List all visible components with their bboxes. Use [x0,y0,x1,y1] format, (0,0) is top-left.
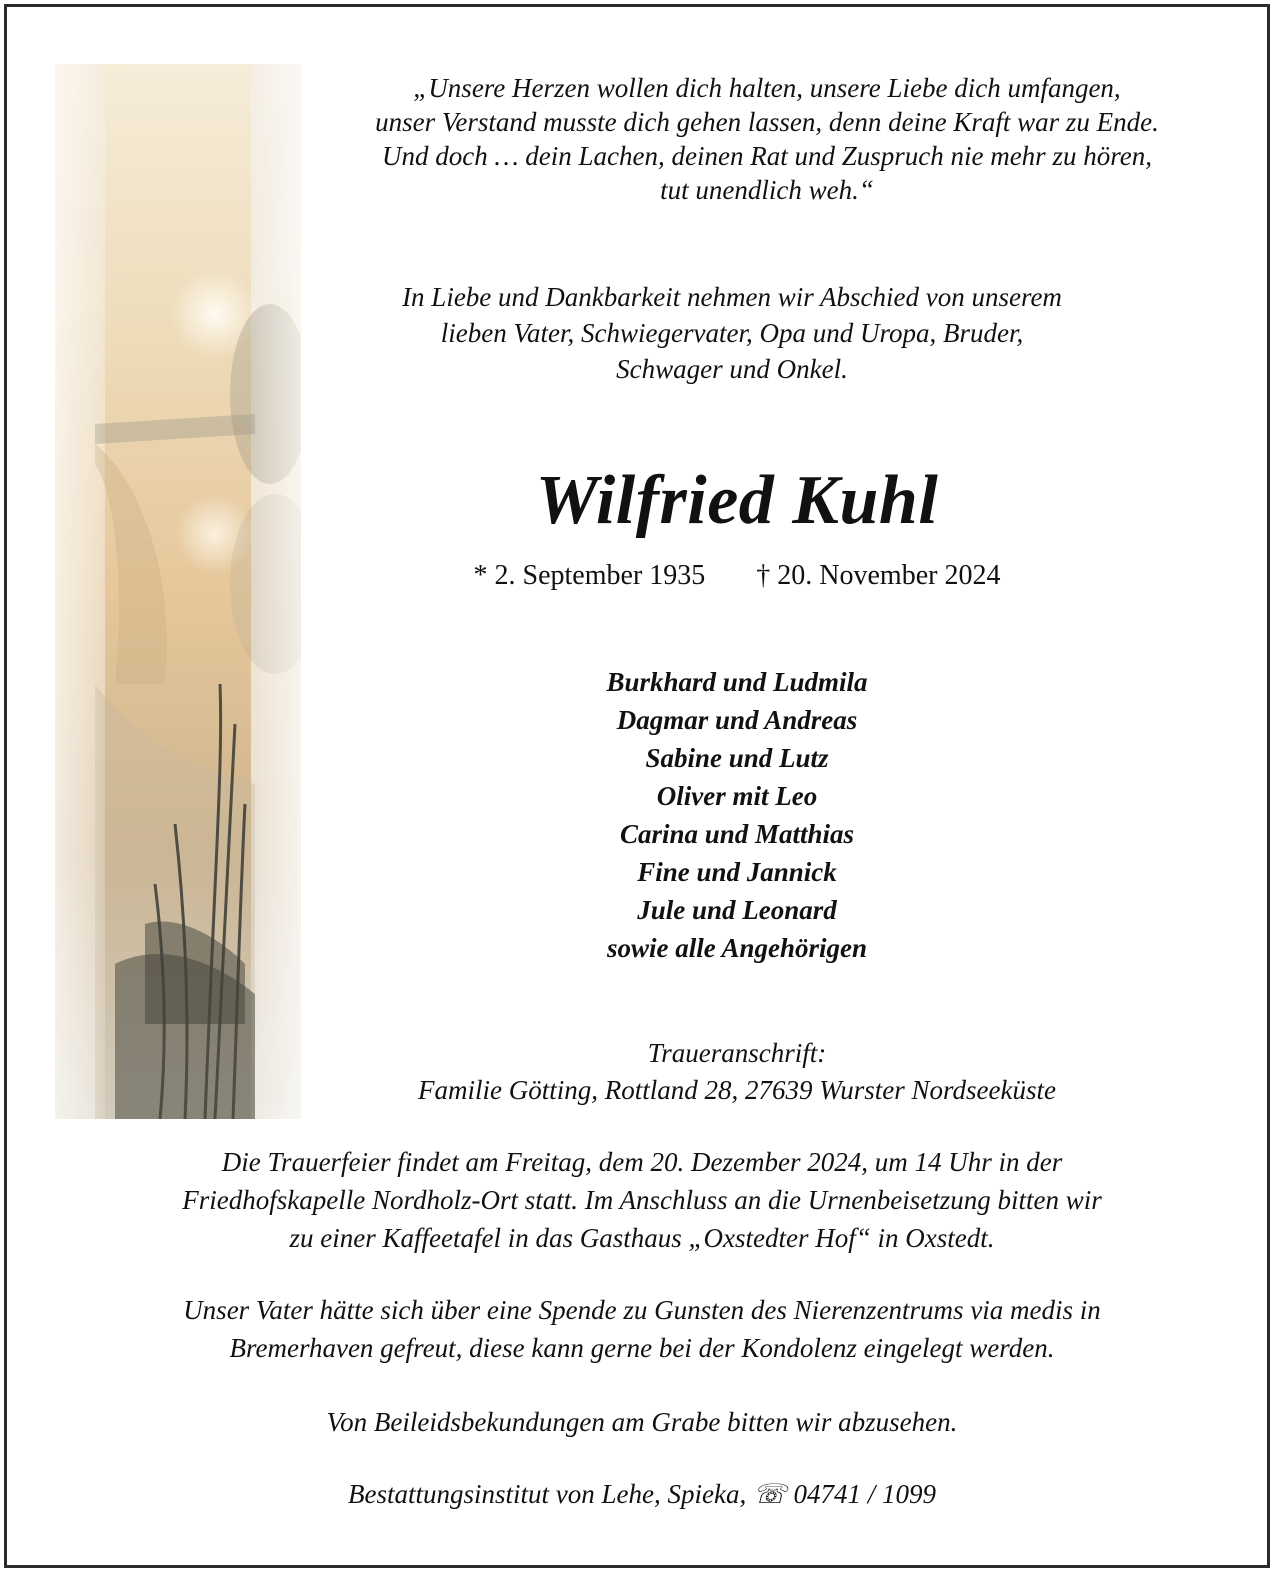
mourning-address [307,1035,1167,1109]
intro-line: lieben Vater, Schwiegervater, Opa und Uropa, Bruder, [440,318,1024,348]
life-dates [307,559,1167,593]
farewell-intro [307,279,1157,387]
address-label: Traueranschrift: [647,1038,827,1068]
ceremony-line: zu einer Kaffeetafel in das Gasthaus „Oxstedter Hof“ in Oxstedt. [289,1223,995,1253]
donation-line: Unser Vater hätte sich über eine Spende zu Gunsten des Nierenzentrums via medis in [183,1295,1101,1325]
quote-line: Und doch … dein Lachen, deinen Rat und Zuspruch nie mehr zu hören, [382,141,1152,171]
mourner-entry: Sabine und Lutz [645,743,829,773]
birth-date: * 2. September 1935 [473,560,706,591]
donation-notice [67,1291,1217,1367]
ceremony-line: Die Trauerfeier findet am Freitag, dem 20. Dezember 2024, um 14 Uhr in der [221,1147,1063,1177]
ceremony-line: Friedhofskapelle Nordholz-Ort statt. Im Anschluss an die Urnenbeisetzung bitten wir [182,1185,1102,1215]
address-text: Familie Götting, Rottland 28, 27639 Wurster Nordseeküste [418,1075,1056,1105]
intro-line: In Liebe und Dankbarkeit nehmen wir Abschied von unserem [402,282,1062,312]
deceased-name: Wilfried Kuhl [535,462,939,539]
mourner-entry: Jule und Leonard [637,895,837,925]
mourner-entry: Carina und Matthias [619,819,855,849]
intro-line: Schwager und Onkel. [616,354,848,384]
death-date: † 20. November 2024 [756,560,1001,591]
mourner-entry: Dagmar und Andreas [616,705,858,735]
mourner-entry: Burkhard und Ludmila [606,667,868,697]
donation-line: Bremerhaven gefreut, diese kann gerne bei der Kondolenz eingelegt werden. [229,1333,1055,1363]
funeral-ceremony-notice [67,1143,1217,1257]
sunset-canal-photo [55,64,301,1119]
condolence-notice: Von Beileidsbekundungen am Grabe bitten wir abzusehen. [326,1407,958,1437]
mourners-list [307,663,1167,967]
quote-line: „Unsere Herzen wollen dich halten, unsere Liebe dich umfangen, [413,73,1121,103]
memorial-quote [307,71,1227,207]
quote-line: unser Verstand musste dich gehen lassen, denn deine Kraft war zu Ende. [375,107,1159,137]
obituary-frame [4,4,1270,1568]
undertaker-contact: Bestattungsinstitut von Lehe, Spieka, ☏ 04741 / 1099 [348,1479,936,1509]
mourner-entry: sowie alle Angehörigen [606,933,868,963]
quote-line: tut unendlich weh.“ [660,175,874,205]
mourner-entry: Oliver mit Leo [656,781,818,811]
mourner-entry: Fine und Jannick [637,857,837,887]
